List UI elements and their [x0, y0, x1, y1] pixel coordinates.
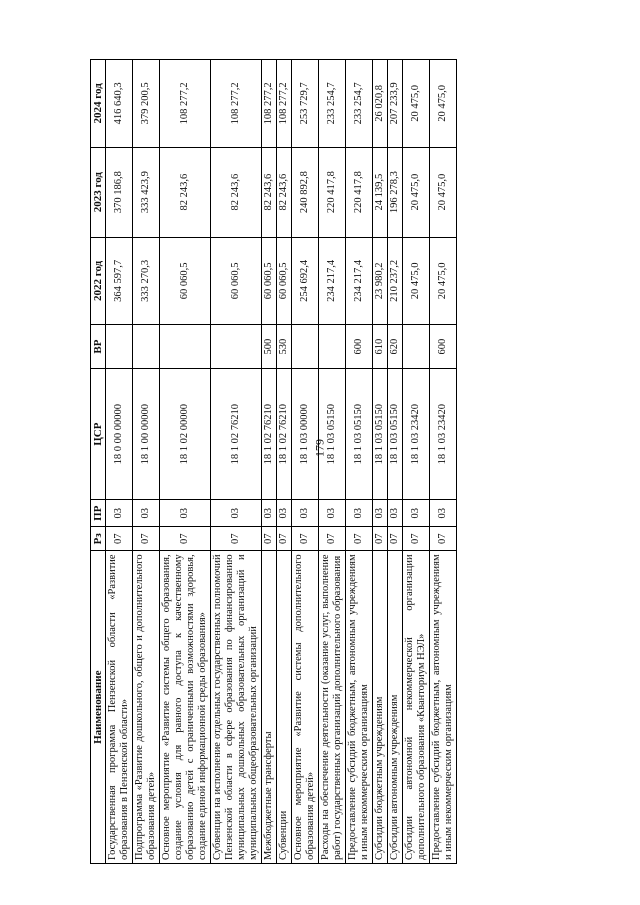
cell-name: Подпрограмма «Развитие дошкольного, общего и дополнительного образования детей»: [133, 551, 160, 864]
cell-2023: 20 475,0: [430, 147, 457, 237]
cell-name: Расходы на обеспечение деятельности (оказание услуг, выполнение работ) государственных организаций дополнительного образования: [319, 551, 346, 864]
cell-2024: 108 277,2: [262, 60, 277, 148]
cell-vr: 620: [388, 325, 403, 369]
cell-2023: 220 417,8: [346, 147, 373, 237]
cell-2022: 210 237,2: [388, 237, 403, 325]
cell-vr: [211, 325, 262, 369]
cell-2022: 254 692,4: [292, 237, 319, 325]
table-row: [292, 60, 319, 864]
budget-table: [90, 59, 457, 864]
cell-pr: 03: [211, 500, 262, 527]
cell-csr: 18 1 03 05150: [373, 368, 388, 499]
cell-2022: 60 060,5: [262, 237, 277, 325]
cell-2024: 26 020,8: [373, 60, 388, 148]
cell-2024: 379 200,5: [133, 60, 160, 148]
cell-2023: 333 423,9: [133, 147, 160, 237]
cell-2024: 233 254,7: [346, 60, 373, 148]
cell-vr: [292, 325, 319, 369]
cell-name: Предоставление субсидий бюджетным, автономным учреждениям и иным некоммерческим организациям: [430, 551, 457, 864]
cell-2024: 108 277,2: [277, 60, 292, 148]
header-rz: Рз: [91, 527, 106, 551]
cell-rz: 07: [430, 527, 457, 551]
header-csr: ЦСР: [91, 368, 106, 499]
table-row: [160, 60, 211, 864]
cell-2024: 108 277,2: [211, 60, 262, 148]
cell-csr: 18 1 03 23420: [430, 368, 457, 499]
cell-csr: 18 1 03 05150: [346, 368, 373, 499]
cell-csr: 18 1 03 00000: [292, 368, 319, 499]
header-2023: 2023 год: [91, 147, 106, 237]
cell-csr: 18 1 02 76210: [277, 368, 292, 499]
header-vr: ВР: [91, 325, 106, 369]
cell-vr: 530: [277, 325, 292, 369]
cell-2023: 220 417,8: [319, 147, 346, 237]
cell-name: Государственная программа Пензенской области «Развитие образования в Пензенской области»: [106, 551, 133, 864]
cell-rz: 07: [373, 527, 388, 551]
cell-name: Межбюджетные трансферты: [262, 551, 277, 864]
table-row: [319, 60, 346, 864]
cell-csr: 18 1 03 05150: [388, 368, 403, 499]
cell-rz: 07: [106, 527, 133, 551]
cell-rz: 07: [319, 527, 346, 551]
cell-csr: 18 1 03 05150: [319, 368, 346, 499]
cell-2023: 20 475,0: [403, 147, 430, 237]
cell-2024: 207 233,9: [388, 60, 403, 148]
cell-2024: 20 475,0: [430, 60, 457, 148]
cell-name: Субсидии автономной некоммерческой организации дополнительного образования «Кванториум НЭЛ»: [403, 551, 430, 864]
cell-pr: 03: [346, 500, 373, 527]
cell-2024: 108 277,2: [160, 60, 211, 148]
cell-2024: 416 640,3: [106, 60, 133, 148]
table-row: [388, 60, 403, 864]
cell-vr: [319, 325, 346, 369]
cell-name: Основное мероприятие «Развитие системы дополнительного образования детей»: [292, 551, 319, 864]
cell-pr: 03: [106, 500, 133, 527]
cell-name: Основное мероприятие «Развитие системы общего образования, создание условия для равного доступа к качественному образованию детей с ограниченными возможностями здоровья, создание единой информационной среды образования»: [160, 551, 211, 864]
page-number: 179: [312, 439, 327, 457]
cell-2023: 82 243,6: [211, 147, 262, 237]
cell-2022: 234 217,4: [319, 237, 346, 325]
table-row: [211, 60, 262, 864]
cell-pr: 03: [403, 500, 430, 527]
table-row: [262, 60, 277, 864]
cell-vr: [133, 325, 160, 369]
cell-csr: 18 1 03 23420: [403, 368, 430, 499]
cell-name: Субвенции: [277, 551, 292, 864]
cell-2023: 82 243,6: [262, 147, 277, 237]
cell-2022: 20 475,0: [430, 237, 457, 325]
cell-csr: 18 0 00 00000: [106, 368, 133, 499]
cell-2022: 60 060,5: [211, 237, 262, 325]
cell-name: Субвенции на исполнение отдельных государственных полномочий Пензенской области в сфере образования по финансированию муниципальных дошкольных образовательных организаций и муниципальных общеобразовательных организаций: [211, 551, 262, 864]
cell-vr: [106, 325, 133, 369]
table-row: [106, 60, 133, 864]
cell-pr: 03: [262, 500, 277, 527]
cell-vr: 600: [346, 325, 373, 369]
cell-rz: 07: [160, 527, 211, 551]
cell-2023: 240 892,8: [292, 147, 319, 237]
cell-rz: 07: [211, 527, 262, 551]
cell-csr: 18 1 00 00000: [133, 368, 160, 499]
table-row: [403, 60, 430, 864]
table-header-row: [91, 60, 106, 864]
table-row: [430, 60, 457, 864]
cell-rz: 07: [292, 527, 319, 551]
table-row: [373, 60, 388, 864]
cell-vr: 600: [430, 325, 457, 369]
cell-rz: 07: [133, 527, 160, 551]
cell-pr: 03: [373, 500, 388, 527]
cell-2023: 24 139,5: [373, 147, 388, 237]
cell-pr: 03: [277, 500, 292, 527]
cell-pr: 03: [319, 500, 346, 527]
cell-2022: 20 475,0: [403, 237, 430, 325]
cell-pr: 03: [160, 500, 211, 527]
header-2024: 2024 год: [91, 60, 106, 148]
cell-2023: 370 186,8: [106, 147, 133, 237]
cell-csr: 18 1 02 00000: [160, 368, 211, 499]
cell-vr: 610: [373, 325, 388, 369]
header-2022: 2022 год: [91, 237, 106, 325]
cell-name: Субсидии автономным учреждениям: [388, 551, 403, 864]
cell-csr: 18 1 02 76210: [262, 368, 277, 499]
cell-rz: 07: [277, 527, 292, 551]
rotated-table-container: [90, 59, 522, 864]
header-name: Наименование: [91, 551, 106, 864]
cell-pr: 03: [388, 500, 403, 527]
cell-2022: 364 597,7: [106, 237, 133, 325]
cell-rz: 07: [346, 527, 373, 551]
cell-2022: 60 060,5: [160, 237, 211, 325]
table-row: [277, 60, 292, 864]
table-row: [133, 60, 160, 864]
cell-rz: 07: [262, 527, 277, 551]
cell-vr: [403, 325, 430, 369]
cell-rz: 07: [403, 527, 430, 551]
cell-pr: 03: [133, 500, 160, 527]
cell-2024: 20 475,0: [403, 60, 430, 148]
cell-2022: 333 270,3: [133, 237, 160, 325]
cell-2024: 233 254,7: [319, 60, 346, 148]
cell-csr: 18 1 02 76210: [211, 368, 262, 499]
cell-2022: 60 060,5: [277, 237, 292, 325]
cell-2023: 196 278,3: [388, 147, 403, 237]
cell-vr: [160, 325, 211, 369]
cell-2022: 234 217,4: [346, 237, 373, 325]
cell-name: Субсидии бюджетным учреждениям: [373, 551, 388, 864]
cell-2023: 82 243,6: [277, 147, 292, 237]
header-pr: ПР: [91, 500, 106, 527]
cell-rz: 07: [388, 527, 403, 551]
cell-pr: 03: [430, 500, 457, 527]
cell-2023: 82 243,6: [160, 147, 211, 237]
cell-name: Предоставление субсидий бюджетным, автономным учреждениям и иным некоммерческим организациям: [346, 551, 373, 864]
cell-pr: 03: [292, 500, 319, 527]
cell-vr: 500: [262, 325, 277, 369]
table-row: [346, 60, 373, 864]
cell-2024: 253 729,7: [292, 60, 319, 148]
cell-2022: 23 980,2: [373, 237, 388, 325]
